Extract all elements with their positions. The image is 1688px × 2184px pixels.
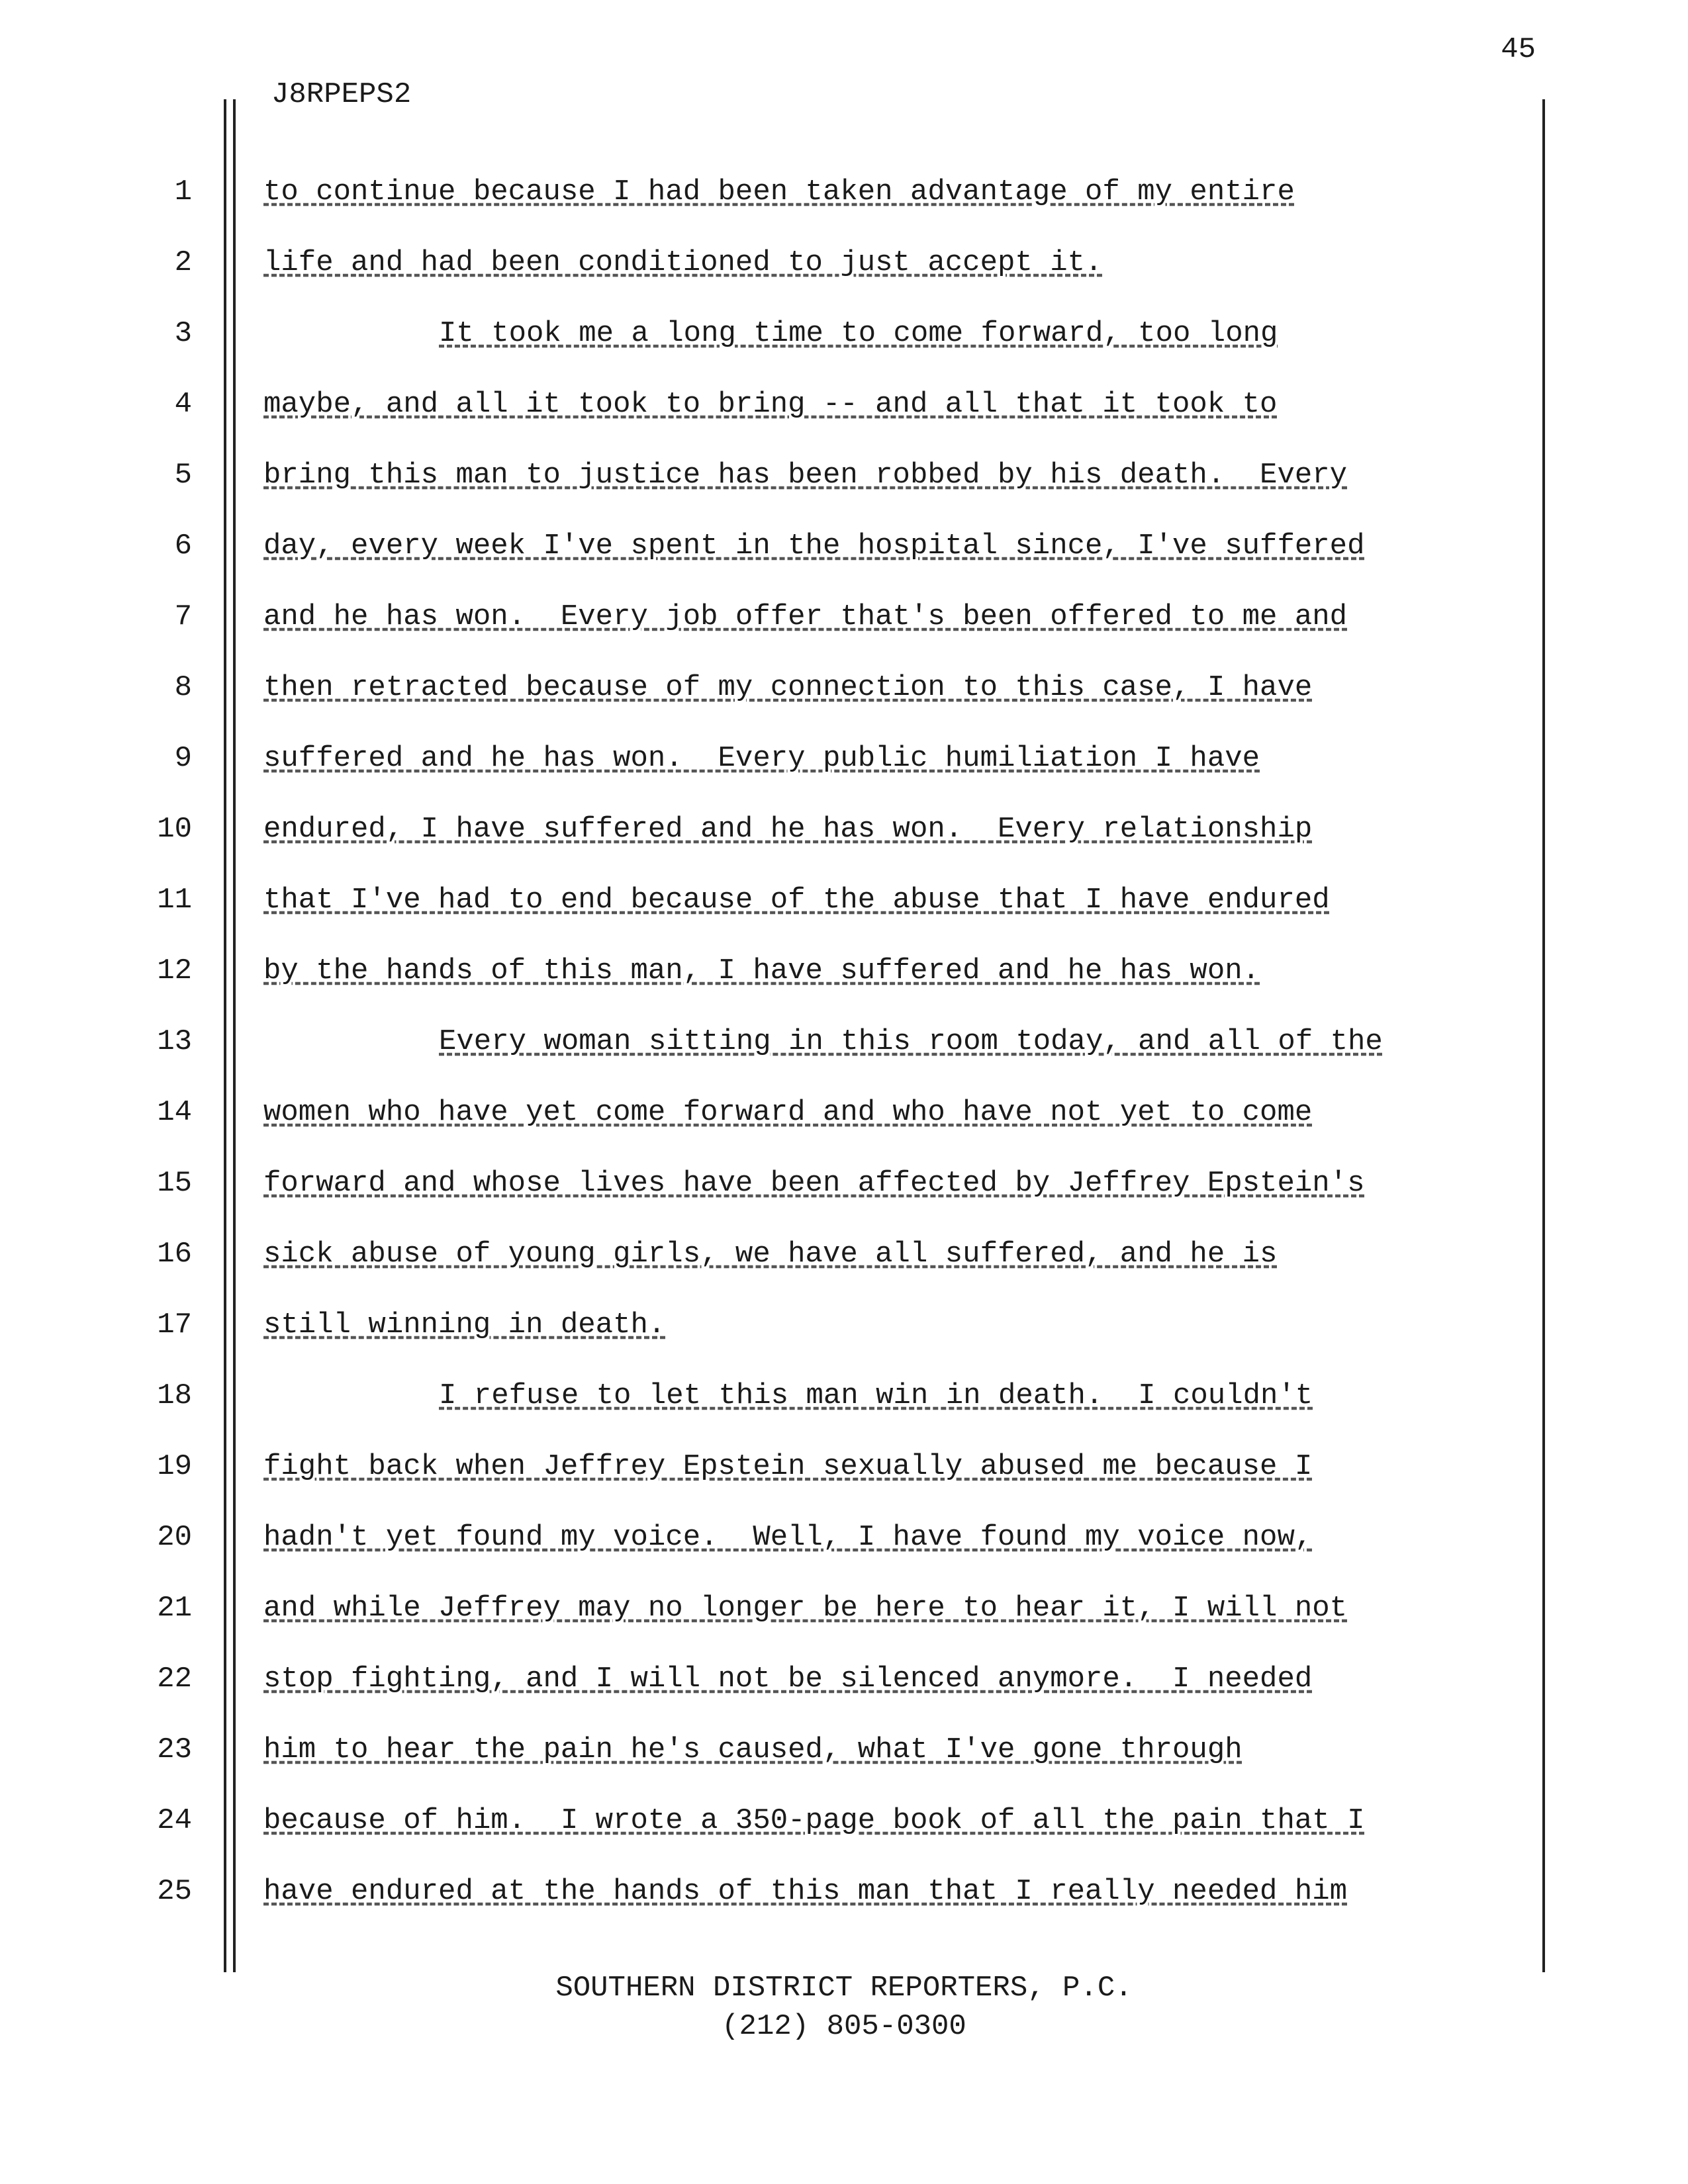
line-number: 6 (174, 529, 192, 563)
line-number: 1 (174, 175, 192, 208)
line-number: 8 (174, 671, 192, 704)
line-number: 19 (157, 1450, 192, 1483)
transcript-line (0, 596, 1688, 666)
line-number: 22 (157, 1662, 192, 1696)
line-number: 14 (157, 1096, 192, 1129)
line-text: maybe, and all it took to bring -- and all that it took to (263, 388, 1278, 421)
line-number: 20 (157, 1521, 192, 1554)
line-text: forward and whose lives have been affected by Jeffrey Epstein's (263, 1167, 1365, 1200)
line-text: day, every week I've spent in the hospital since, I've suffered (263, 529, 1365, 563)
line-number: 21 (157, 1592, 192, 1625)
transcript-line (0, 879, 1688, 950)
line-text: women who have yet come forward and who have not yet to come (263, 1096, 1313, 1129)
line-number: 17 (157, 1308, 192, 1342)
line-number: 23 (157, 1733, 192, 1766)
line-number: 25 (157, 1875, 192, 1908)
line-number: 2 (174, 246, 192, 279)
line-text: sick abuse of young girls, we have all suffered, and he is (263, 1238, 1278, 1271)
line-text: hadn't yet found my voice. Well, I have found my voice now, (263, 1521, 1313, 1554)
line-text: It took me a long time to come forward, too long (439, 317, 1278, 350)
reporter-name: SOUTHERN DISTRICT REPORTERS, P.C. (555, 1972, 1133, 2005)
line-text: Every woman sitting in this room today, and all of the (439, 1025, 1383, 1058)
transcript-line (0, 666, 1688, 737)
transcript-line (0, 1375, 1688, 1445)
line-text: have endured at the hands of this man that I really needed him (263, 1875, 1348, 1908)
line-text: that I've had to end because of the abuse that I have endured (263, 884, 1330, 917)
line-number: 18 (157, 1379, 192, 1412)
transcript-line (0, 737, 1688, 808)
page-number: 45 (1501, 33, 1536, 66)
transcript-line (0, 1091, 1688, 1162)
transcript-line (0, 242, 1688, 312)
line-text: suffered and he has won. Every public humiliation I have (263, 742, 1260, 775)
transcript-line (0, 525, 1688, 596)
line-text: still winning in death. (263, 1308, 666, 1342)
transcript-line (0, 1516, 1688, 1587)
transcript-line (0, 312, 1688, 383)
line-number: 5 (174, 459, 192, 492)
line-text: and he has won. Every job offer that's been offered to me and (263, 600, 1348, 633)
transcript-line (0, 1729, 1688, 1799)
line-number: 4 (174, 388, 192, 421)
transcript-line (0, 950, 1688, 1021)
transcript-line (0, 1162, 1688, 1233)
transcript-line (0, 1304, 1688, 1375)
transcript-line (0, 1445, 1688, 1516)
line-text: stop fighting, and I will not be silenced anymore. I needed (263, 1662, 1313, 1696)
line-text: because of him. I wrote a 350-page book of all the pain that I (263, 1804, 1365, 1837)
transcript-line (0, 454, 1688, 525)
line-number: 9 (174, 742, 192, 775)
line-text: life and had been conditioned to just accept it. (263, 246, 1103, 279)
transcript-body (0, 171, 1688, 1941)
footer (0, 1969, 1688, 2046)
line-text: to continue because I had been taken advantage of my entire (263, 175, 1295, 208)
line-number: 12 (157, 954, 192, 987)
line-text: I refuse to let this man win in death. I couldn't (439, 1379, 1313, 1412)
line-number: 7 (174, 600, 192, 633)
reporter-phone: (212) 805-0300 (722, 2010, 966, 2043)
line-number: 10 (157, 813, 192, 846)
transcript-line (0, 1233, 1688, 1304)
case-id-header: J8RPEPS2 (271, 78, 412, 111)
transcript-line (0, 808, 1688, 879)
line-text: and while Jeffrey may no longer be here to hear it, I will not (263, 1592, 1348, 1625)
line-text: by the hands of this man, I have suffered and he has won. (263, 954, 1260, 987)
line-number: 24 (157, 1804, 192, 1837)
line-number: 13 (157, 1025, 192, 1058)
line-number: 11 (157, 884, 192, 917)
line-text: him to hear the pain he's caused, what I've gone through (263, 1733, 1243, 1766)
transcript-line (0, 1587, 1688, 1658)
transcript-line (0, 383, 1688, 454)
line-text: fight back when Jeffrey Epstein sexually abused me because I (263, 1450, 1313, 1483)
transcript-line (0, 1021, 1688, 1091)
line-number: 16 (157, 1238, 192, 1271)
line-number: 15 (157, 1167, 192, 1200)
transcript-line (0, 1658, 1688, 1729)
line-text: endured, I have suffered and he has won. Every relationship (263, 813, 1313, 846)
transcript-line (0, 1870, 1688, 1941)
transcript-line (0, 1799, 1688, 1870)
line-number: 3 (174, 317, 192, 350)
line-text: bring this man to justice has been robbed by his death. Every (263, 459, 1348, 492)
transcript-line (0, 171, 1688, 242)
line-text: then retracted because of my connection to this case, I have (263, 671, 1313, 704)
